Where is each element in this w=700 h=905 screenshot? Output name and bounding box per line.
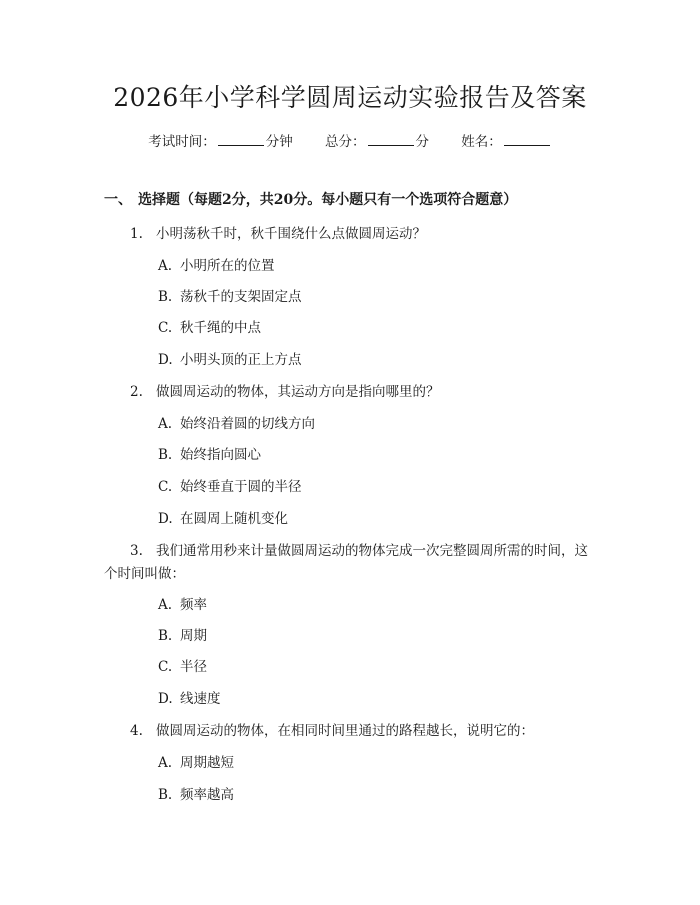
- option-text: 小明所在的位置: [180, 258, 275, 274]
- question-number: 4.: [130, 723, 143, 739]
- page-title: 2026年小学科学圆周运动实验报告及答案: [113, 83, 587, 112]
- question-2: [104, 381, 604, 403]
- option-letter: A.: [158, 755, 173, 771]
- question-3-continued: [104, 563, 604, 585]
- question-2-option-d: [158, 509, 288, 529]
- total-score-label: 总分：: [325, 134, 366, 150]
- option-letter: B.: [158, 628, 173, 644]
- option-text: 频率: [180, 597, 207, 613]
- question-1-option-b: [158, 287, 302, 307]
- question-3-option-a: [158, 595, 207, 615]
- exam-time-group: [148, 131, 293, 152]
- question-text: 做圆周运动的物体，其运动方向是指向哪里的？: [156, 384, 440, 400]
- option-text: 周期越短: [180, 755, 234, 771]
- question-3-option-b: [158, 626, 207, 646]
- option-letter: C.: [158, 479, 173, 495]
- question-2-option-c: [158, 477, 302, 497]
- option-text: 荡秋千的支架固定点: [180, 289, 302, 305]
- option-text: 始终沿着圆的切线方向: [180, 416, 315, 432]
- section-title: 选择题（每题2分，共20分。每小题只有一个选项符合题意）: [138, 192, 518, 208]
- option-letter: C.: [158, 320, 173, 336]
- question-1-option-c: [158, 318, 261, 338]
- question-text-line2: 个时间叫做：: [104, 566, 185, 582]
- question-3-option-d: [158, 689, 221, 709]
- question-1-option-a: [158, 256, 275, 276]
- option-text: 始终垂直于圆的半径: [180, 479, 302, 495]
- section-heading: [104, 190, 517, 210]
- total-score-unit: 分: [415, 134, 429, 150]
- question-1: [104, 223, 604, 245]
- option-letter: D.: [158, 352, 173, 368]
- question-2-option-b: [158, 445, 261, 465]
- option-text: 秋千绳的中点: [180, 320, 261, 336]
- option-letter: A.: [158, 597, 173, 613]
- question-1-option-d: [158, 350, 302, 370]
- question-number: 3.: [130, 543, 143, 559]
- option-text: 线速度: [180, 691, 221, 707]
- student-name-group: [461, 131, 552, 152]
- exam-time-blank[interactable]: [218, 131, 264, 146]
- total-score-blank[interactable]: [368, 131, 414, 146]
- question-text: 做圆周运动的物体，在相同时间里通过的路程越长，说明它的：: [156, 723, 534, 739]
- question-3: [104, 540, 604, 562]
- exam-meta-line: [0, 131, 700, 152]
- option-text: 在圆周上随机变化: [180, 511, 288, 527]
- exam-time-label: 考试时间：: [148, 134, 216, 150]
- option-letter: B.: [158, 447, 173, 463]
- option-letter: D.: [158, 511, 173, 527]
- question-2-option-a: [158, 414, 315, 434]
- option-text: 小明头顶的正上方点: [180, 352, 302, 368]
- question-3-option-c: [158, 657, 207, 677]
- question-4: [104, 720, 604, 742]
- question-4-option-a: [158, 753, 234, 773]
- option-letter: A.: [158, 258, 173, 274]
- question-4-option-b: [158, 785, 234, 805]
- question-text: 小明荡秋千时，秋千围绕什么点做圆周运动？: [156, 226, 426, 242]
- option-text: 频率越高: [180, 787, 234, 803]
- option-letter: D.: [158, 691, 173, 707]
- section-number: 一、: [104, 192, 132, 208]
- total-score-group: [325, 131, 429, 152]
- option-letter: A.: [158, 416, 173, 432]
- option-letter: C.: [158, 659, 173, 675]
- option-text: 半径: [180, 659, 207, 675]
- option-letter: B.: [158, 289, 173, 305]
- option-letter: B.: [158, 787, 173, 803]
- question-text: 我们通常用秒来计量做圆周运动的物体完成一次完整圆周所需的时间，这: [156, 543, 588, 559]
- option-text: 周期: [180, 628, 207, 644]
- student-name-label: 姓名：: [461, 134, 502, 150]
- exam-time-unit: 分钟: [265, 134, 293, 150]
- student-name-blank[interactable]: [504, 131, 550, 146]
- question-number: 1.: [130, 226, 143, 242]
- question-number: 2.: [130, 384, 143, 400]
- option-text: 始终指向圆心: [180, 447, 261, 463]
